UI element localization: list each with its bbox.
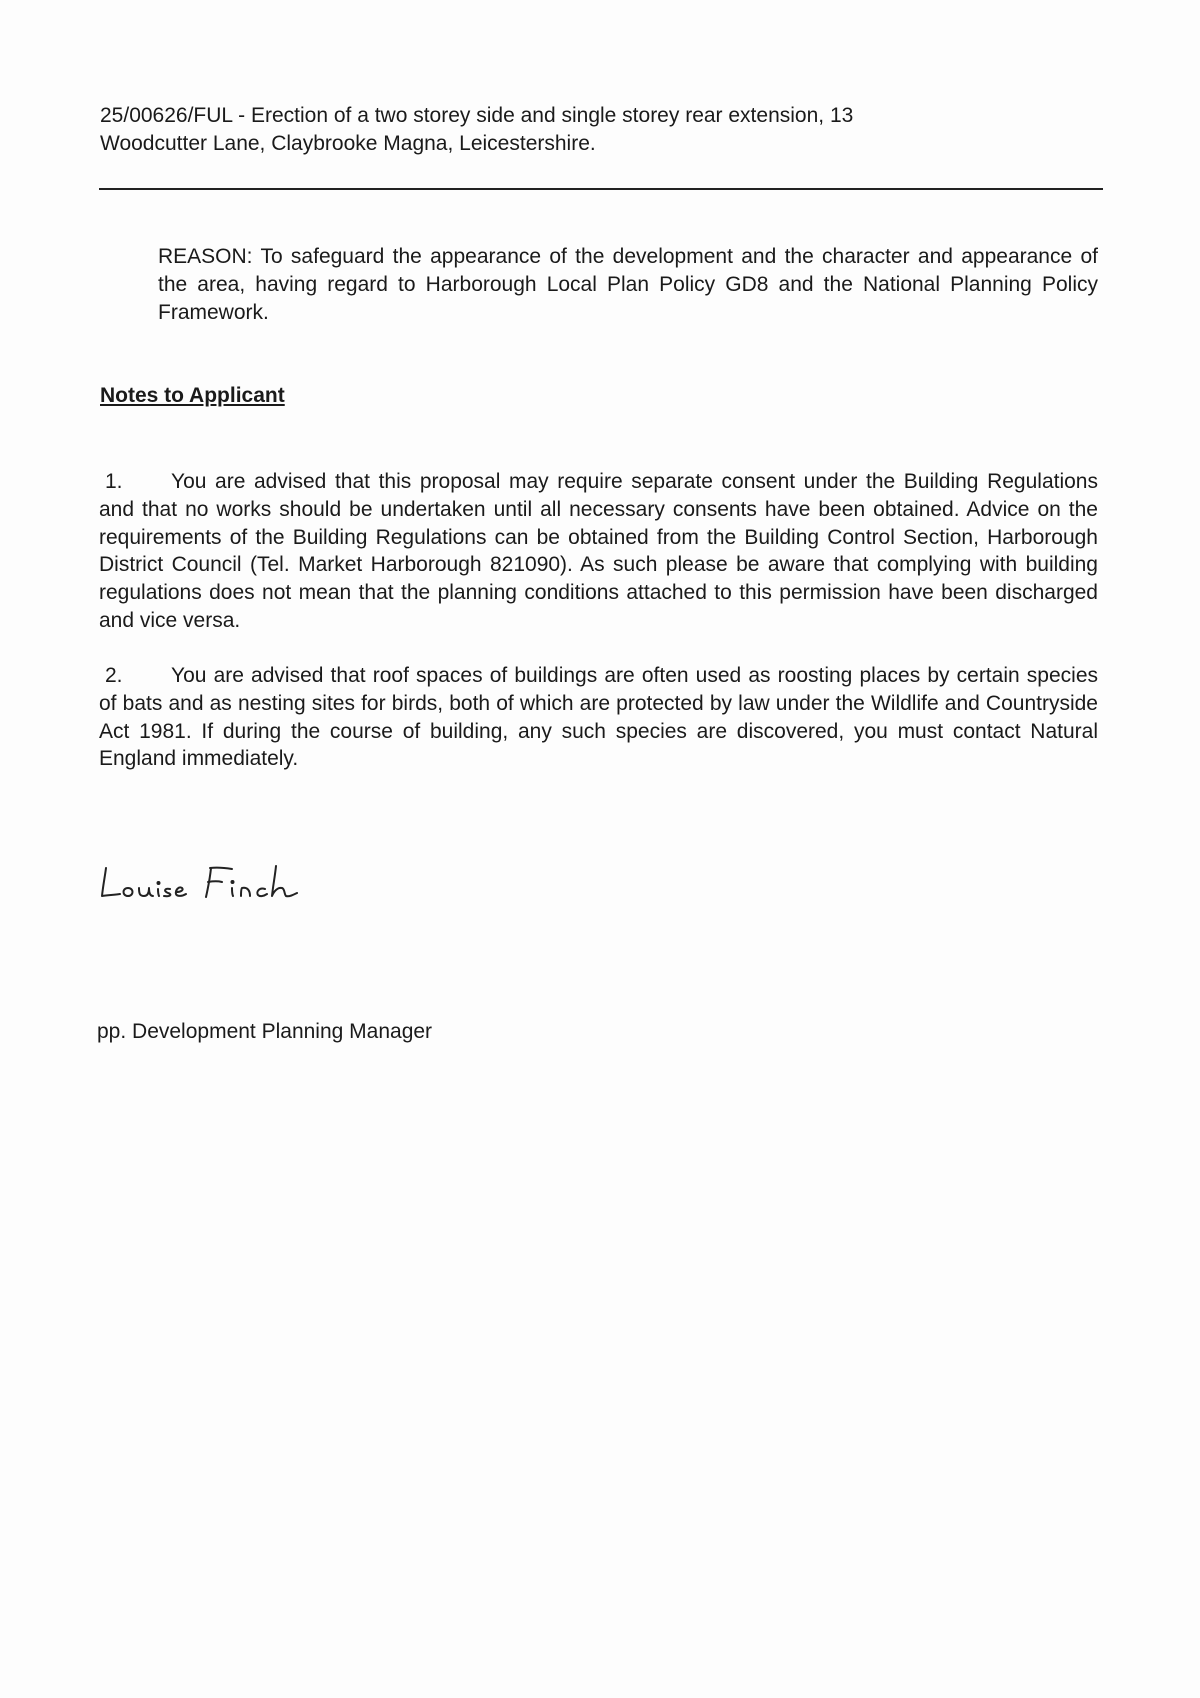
note-item: [99, 468, 1098, 635]
note-text: You are advised that this proposal may require separate consent under the Building Regulations and that no works should be undertaken until all necessary consents have been obtained. Advice on the requirements of the Building Regulations can be obtained from the Building Control Section, Harborough District Council (Tel. Market Harborough 821090). As such please be aware that complying with building regulations does not mean that the planning conditions attached to this permission have been discharged and vice versa.: [99, 470, 1098, 632]
reason-paragraph: REASON: To safeguard the appearance of the development and the character and appearance of the area, having regard to Harborough Local Plan Policy GD8 and the National Planning Policy Framework.: [158, 245, 1098, 324]
note-number: 2.: [105, 664, 123, 687]
application-reference-header: [100, 102, 1000, 158]
note-item: [99, 662, 1098, 773]
handwritten-signature: [98, 858, 358, 908]
note-number: 1.: [105, 470, 123, 493]
note-text: You are advised that roof spaces of buildings are often used as roosting places by certain species of bats and as nesting sites for birds, both of which are protected by law under the Wildlife and Countryside Act 1981. If during the course of building, any such species are discovered, you must contact Natural England immediately.: [99, 664, 1098, 771]
signoff-role: pp. Development Planning Manager: [97, 1020, 433, 1043]
notes-heading: Notes to Applicant: [100, 384, 285, 407]
header-divider: [99, 188, 1103, 190]
header-line-2: Woodcutter Lane, Claybrooke Magna, Leicestershire.: [100, 132, 596, 155]
header-line-1: 25/00626/FUL - Erection of a two storey side and single storey rear extension, 13: [100, 104, 854, 127]
